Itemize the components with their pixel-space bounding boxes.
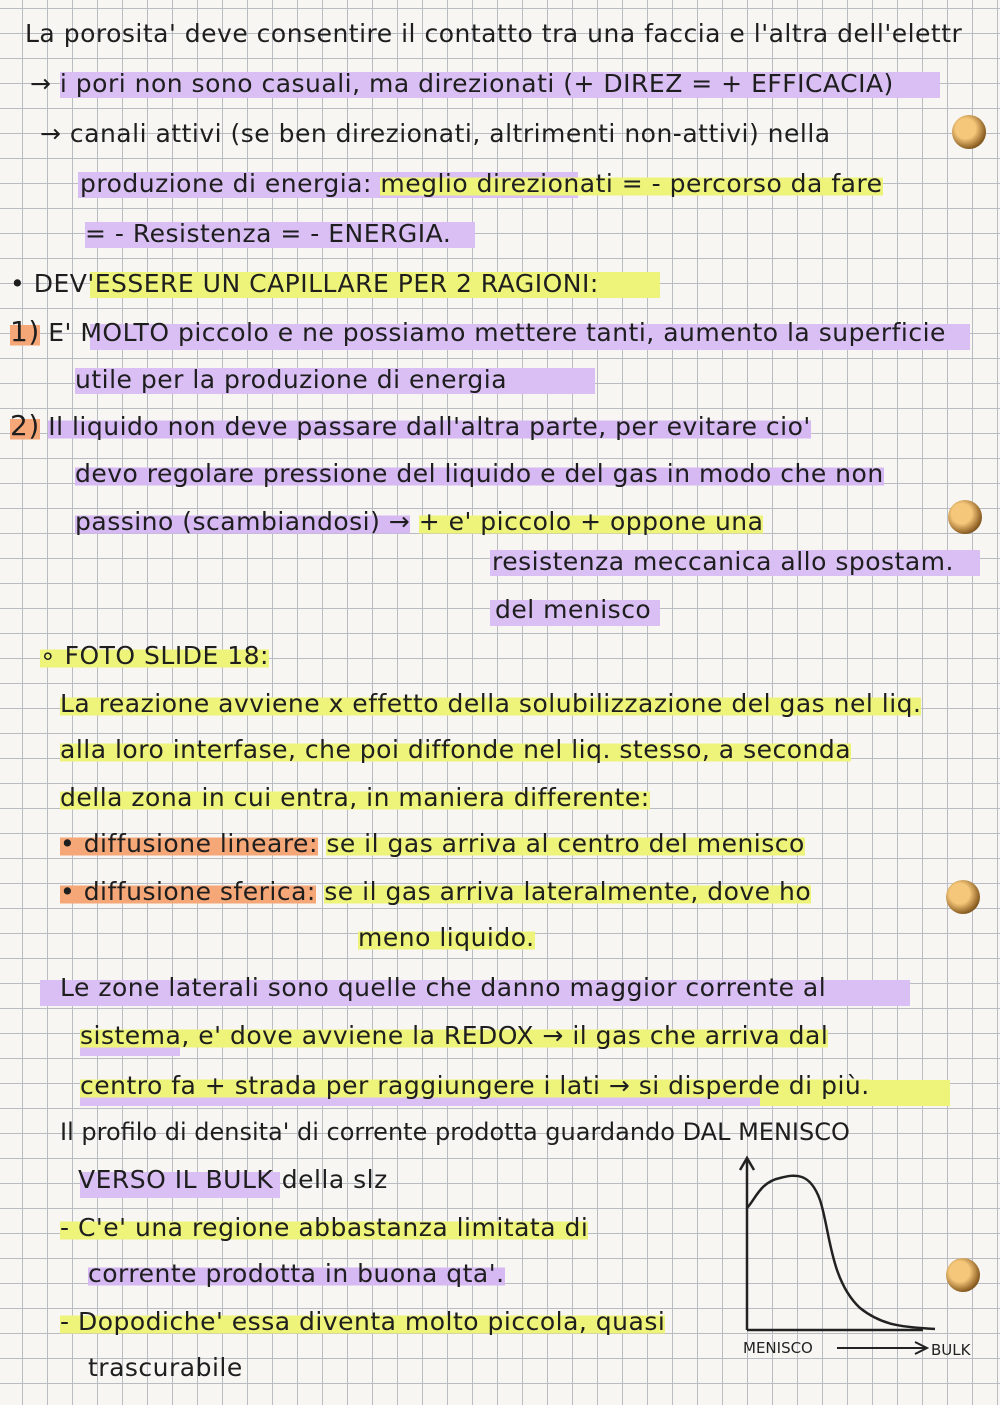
x-axis-start-label: MENISCO <box>743 1339 813 1357</box>
note-line: → canali attivi (se ben direzionati, altrimenti non-attivi) nella <box>40 119 831 148</box>
item-number: 1) <box>10 315 40 348</box>
note-line: corrente prodotta in buona qta'. <box>88 1259 505 1288</box>
note-line: • diffusione lineare: se il gas arriva al centro del menisco <box>60 829 805 858</box>
note-line: VERSO IL BULK della slz <box>78 1165 388 1194</box>
note-line: = - Resistenza = - ENERGIA. <box>85 219 452 248</box>
note-line: alla loro interfase, che poi diffonde nel liq. stesso, a seconda <box>60 735 852 764</box>
note-line: devo regolare pressione del liquido e del gas in modo che non <box>75 459 884 488</box>
note-line: sistema, e' dove avviene la REDOX → il gas che arriva dal <box>80 1021 829 1050</box>
note-line: resistenza meccanica allo spostam. <box>492 547 954 576</box>
note-line: Il profilo di densita' di corrente prodotta guardando DAL MENISCO <box>60 1118 850 1146</box>
note-line: - C'e' una regione abbastanza limitata di <box>60 1213 589 1242</box>
note-line: 2) Il liquido non deve passare dall'altra parte, per evitare cio' <box>10 409 811 442</box>
section-heading: ∘ FOTO SLIDE 18: <box>40 641 269 670</box>
note-line: del menisco <box>495 595 652 624</box>
x-axis-end-label: BULK <box>931 1341 971 1359</box>
binder-hole <box>946 880 980 914</box>
item-number: 2) <box>10 409 40 442</box>
note-line: 1) E' MOLTO piccolo e ne possiamo mettere tanti, aumento la superficie <box>10 315 946 348</box>
section-heading: • DEV'ESSERE UN CAPILLARE PER 2 RAGIONI: <box>10 269 599 298</box>
note-line: → i pori non sono casuali, ma direzionati (+ DIREZ = + EFFICACIA) <box>30 69 894 98</box>
note-line: La reazione avviene x effetto della solubilizzazione del gas nel liq. <box>60 689 922 718</box>
note-line: produzione di energia: meglio direzionati = - percorso da fare <box>80 169 883 198</box>
note-line: • diffusione sferica: se il gas arriva lateralmente, dove ho <box>60 877 812 906</box>
note-line: meno liquido. <box>358 923 535 952</box>
current-profile-curve <box>747 1176 935 1329</box>
note-line: trascurabile <box>88 1353 243 1382</box>
note-line: della zona in cui entra, in maniera differente: <box>60 783 650 812</box>
note-line: passino (scambiandosi) → + e' piccolo + oppone una <box>75 507 764 536</box>
note-line: Le zone laterali sono quelle che danno maggior corrente al <box>60 973 827 1002</box>
binder-hole <box>948 500 982 534</box>
note-line: centro fa + strada per raggiungere i lati → si disperde di più. <box>80 1071 870 1100</box>
note-line: - Dopodiche' essa diventa molto piccola, quasi <box>60 1307 666 1336</box>
binder-hole <box>952 115 986 149</box>
current-density-sketch <box>735 1150 985 1360</box>
note-line: utile per la produzione di energia <box>75 365 508 394</box>
note-line: La porosita' deve consentire il contatto tra una faccia e l'altra dell'elettr <box>25 19 963 48</box>
